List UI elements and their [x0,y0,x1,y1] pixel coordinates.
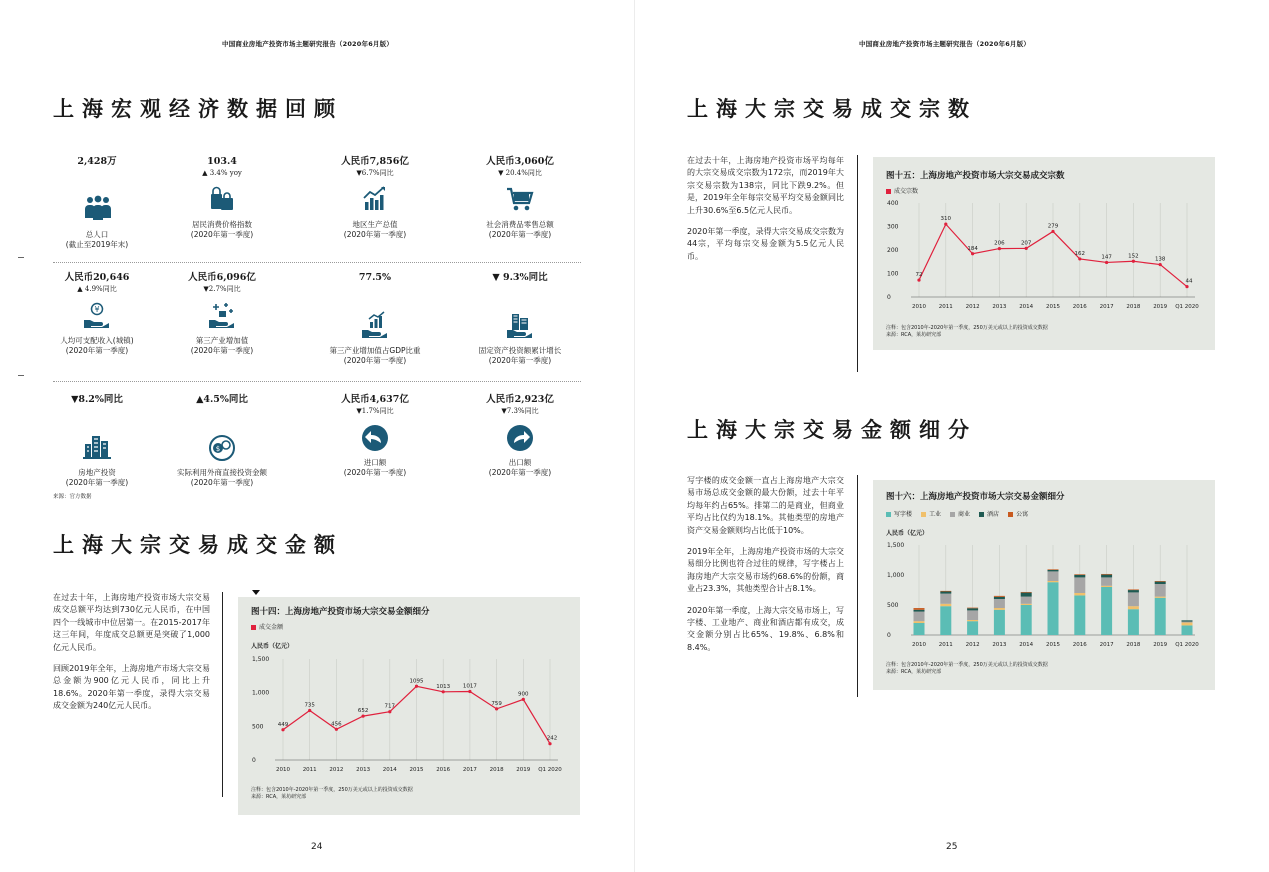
data-label: 184 [967,245,978,252]
x-tick-label: 2018 [1126,304,1141,310]
bar-segment [1128,606,1139,609]
bar-segment [1021,597,1032,604]
bar-segment [1155,582,1166,584]
x-tick-label: 2011 [302,767,317,773]
bar-segment [1074,595,1085,635]
service-hand-icon [206,300,238,332]
bar-segment [940,606,951,635]
chart-note [251,787,413,801]
kpi-label: 居民消费价格指数 [192,220,252,229]
kpi-change [37,406,157,416]
kpi-change: ▼1.7%同比 [356,407,394,415]
y-tick-label: 1,000 [887,572,905,579]
page-24 [0,0,634,872]
running-head: 中国商业房地产投资市场主题研究报告（2020年6月版） [859,40,1031,48]
bar-segment [1182,622,1193,623]
kpi-period: (截止至2019年末) [65,240,129,249]
import-icon [359,422,391,454]
kpi-value: 人民币3,060亿 [486,156,554,167]
kpi-period: (2020年第一季度) [65,346,129,355]
kpi-label: 地区生产总值 [352,220,398,229]
data-point [495,707,498,710]
x-tick-label: 2016 [436,767,451,773]
data-point [281,728,284,731]
section-title-count: 上海大宗交易成交宗数 [687,97,977,121]
bar-segment [994,610,1005,635]
x-tick-label: 2011 [938,304,953,310]
paragraph: 在过去十年，上海房地产投资市场平均每年的大宗交易成交宗数为172宗，而2019年大宗交易宗数为138宗，同比下跌9.2%。但是，2019年全年每宗交易平均交易金额同比上升30.6%至6.5亿元人民币。 [687,156,844,215]
x-tick-label: 2019 [1153,642,1168,648]
bar-segment [940,592,951,594]
shopping-cart-icon [504,184,536,216]
kpi-label: 第三产业增加值 [195,336,249,345]
kpi-item [315,156,435,240]
legend-swatch [950,512,955,517]
bar-segment [967,620,978,621]
bar-segment [1074,577,1085,593]
bar-segment [1155,584,1166,597]
data-point [388,710,391,713]
kpi-item [37,394,157,488]
bar-segment [1155,581,1166,582]
bar-segment [940,604,951,606]
data-point [1078,257,1081,260]
paragraph: 回顾2019年全年，上海房地产市场大宗交易总金额为900亿元人民币，同比上升18.6%。2020年第一季度，录得大宗交易成交金额为240亿元人民币。 [53,664,210,711]
bar-segment [940,594,951,604]
kpi-period: (2020年第一季度) [488,468,552,477]
kpi-label: 人均可支配收入(城镇) [60,336,134,345]
kpi-item [460,394,580,478]
data-point [1051,230,1054,233]
real-estate-icon [81,432,113,464]
bar-segment [1021,605,1032,635]
bar-segment [1048,570,1059,572]
data-point [468,690,471,693]
chart-legend [886,509,1037,518]
bar-segment [1048,571,1059,581]
x-tick-label: 2017 [462,767,477,773]
x-tick-label: 2019 [1153,304,1168,310]
x-tick-label: 2014 [382,767,397,773]
source-line: 来源：RCA，莱坊研究部 [886,669,942,675]
foreign-investment-icon [206,432,238,464]
kpi-value: 人民币20,646 [64,272,130,283]
kpi-label: 固定资产投资额累计增长 [478,346,562,355]
kpi-label: 进口额 [363,458,387,467]
legend-item [979,511,999,518]
data-label: 162 [1074,250,1086,257]
bar-segment [1021,592,1032,593]
kpi-change: ▼7.3%同比 [501,407,539,415]
data-label: 310 [940,216,952,223]
paragraph: 写字楼的成交金额一直占上海房地产大宗交易市场总成交金额的最大份额，过去十年平均每年约占65%。排第二的是商业，但商业平均占比仅约为18.1%。其他类型的房地产资产交易金额则均占比低于10%。 [687,476,844,535]
bar-segment [967,608,978,609]
bar-segment [1101,577,1112,585]
data-label: 759 [491,700,502,707]
column-rule [222,592,223,797]
legend-item [1008,511,1028,518]
axis-unit: 人民币（亿元） [886,530,929,537]
section-title-breakdown: 上海大宗交易金额细分 [687,418,977,442]
body-text-amount [53,592,210,722]
axis-unit: 人民币（亿元） [251,643,294,650]
kpi-period: (2020年第一季度) [343,230,407,239]
chart-14-svg [238,649,580,784]
y-tick-label: 200 [887,247,899,254]
section-title-amount: 上海大宗交易成交金额 [53,533,343,557]
legend-swatch [251,625,256,630]
population-icon [81,194,113,226]
bar-segment [1048,569,1059,570]
kpi-change [162,406,282,416]
page-number: 24 [311,842,323,852]
kpi-item [162,272,282,356]
data-label: 72 [915,272,923,279]
x-tick-label: 2017 [1099,304,1114,310]
x-tick-label: 2010 [912,642,926,648]
x-tick-label: 2015 [409,767,424,773]
chart-legend [886,186,918,195]
data-label: 44 [1185,278,1193,285]
kpi-period: (2020年第一季度) [190,230,254,239]
kpi-value: ▲4.5%同比 [196,394,248,405]
data-label: 735 [304,702,315,709]
export-icon [504,422,536,454]
chart-16-svg [873,536,1215,656]
bar-segment [967,608,978,610]
chart-15-svg [873,195,1215,315]
chart-15-panel [873,157,1215,350]
bar-segment [1182,623,1193,626]
data-point [1025,247,1028,250]
legend-label: 成交宗数 [894,188,919,195]
legend-label: 公寓 [1016,511,1029,518]
kpi-value: 人民币7,856亿 [341,156,409,167]
x-tick-label: 2019 [516,767,531,773]
bar-segment [1128,609,1139,635]
chart-note [886,662,1048,676]
data-label: 207 [1020,240,1032,247]
legend-item [886,511,912,518]
kpi-label: 第三产业增加值占GDP比重 [329,346,421,355]
row-divider [53,381,581,382]
paragraph: 在过去十年，上海房地产投资市场大宗交易成交总额平均达到730亿元人民币，在中国四个一线城市中位居第一。在2015-2017年这三年间，年度成交总额更是突破了1,000亿元人民币。 [53,593,210,652]
column-rule [857,475,858,697]
kpi-change: ▼ 20.4%同比 [498,169,542,177]
data-point [442,690,445,693]
fixed-asset-icon [504,310,536,342]
x-tick-label: 2018 [489,767,504,773]
bar-segment [1128,590,1139,592]
x-tick-label: 2015 [1046,642,1060,648]
x-tick-label: 2013 [356,767,371,773]
data-label: 206 [994,240,1005,247]
data-point [415,685,418,688]
kpi-item [460,272,580,366]
kpi-item [162,156,282,240]
kpi-value: 人民币2,923亿 [486,394,554,405]
paragraph: 2020年第一季度，上海大宗交易市场上，写字楼、工业地产、商业和酒店都有成交，成交金额分别占比65%、19.8%、6.8%和8.4%。 [687,605,844,652]
bar-segment [914,612,925,622]
data-point [362,714,365,717]
kpi-value: 103.4 [207,156,237,167]
bar-segment [1021,604,1032,605]
data-point [522,698,525,701]
bar-segment [1048,581,1059,582]
kpi-change [37,168,157,178]
margin-tick [18,375,24,376]
kpi-period: (2020年第一季度) [488,356,552,365]
kpi-change [315,284,435,294]
note-line: 注释：包含2010年-2020年第一季度，250万美元或以上的投资成交数据 [251,787,413,793]
note-line: 注释：包含2010年-2020年第一季度，250万美元或以上的投资成交数据 [886,662,1048,668]
kpi-item [315,394,435,478]
bar-segment [994,608,1005,610]
chart-16-panel [873,480,1215,690]
data-label: 717 [384,703,396,710]
kpi-change: ▼6.7%同比 [356,169,394,177]
kpi-label: 出口额 [508,458,532,467]
bar-segment [1101,574,1112,575]
bar-segment [1155,597,1166,598]
bar-segment [967,610,978,620]
row-divider [53,262,581,263]
shopping-bags-icon [206,184,238,216]
x-tick-label: 2014 [1019,642,1034,648]
data-point [1185,285,1188,288]
legend-label: 写字楼 [894,511,913,518]
page-number: 25 [946,842,958,852]
y-tick-label: 500 [252,723,264,731]
data-point [917,278,920,281]
bar-segment [914,608,925,610]
x-tick-label: 2016 [1072,304,1087,310]
data-point [998,247,1001,250]
chart-title: 图十六：上海房地产投资市场大宗交易金额细分 [886,492,1065,502]
data-label: 456 [331,721,342,728]
section-title-macro: 上海宏观经济数据回顾 [53,97,343,121]
chart-14-panel [238,597,580,815]
data-point [308,709,311,712]
data-point [1105,261,1108,264]
kpi-value: ▼8.2%同比 [71,394,123,405]
data-point [1132,260,1135,263]
x-tick-label: 2016 [1072,642,1087,648]
kpi-label: 房地产投资 [78,468,116,477]
x-tick-label: Q1 2020 [1175,642,1199,648]
paragraph: 2019年全年，上海房地产投资市场的大宗交易细分比例也符合过往的规律，写字楼占上海房地产大宗交易市场约68.6%的份额，商业占23.3%，其他类型合计占8.1%。 [687,547,844,594]
bar-segment [940,591,951,592]
kpi-change: ▲ 4.9%同比 [77,285,117,293]
kpi-value: 人民币6,096亿 [188,272,256,283]
income-hand-icon [81,300,113,332]
note-line: 注释：包含2010年-2020年第一季度，250万美元或以上的投资成交数据 [886,325,1048,331]
kpi-change [460,284,580,294]
data-label: 652 [357,708,369,715]
kpi-label: 社会消费品零售总额 [486,220,554,229]
x-tick-label: 2015 [1046,304,1060,310]
legend-swatch [886,189,891,194]
legend-item [921,511,941,518]
source-note: 来源：官方数据 [53,494,92,500]
x-tick-label: 2012 [329,767,344,773]
data-label: 147 [1101,254,1112,261]
kpi-period: (2020年第一季度) [65,478,129,487]
svg-text:¥: ¥ [94,305,100,314]
bar-segment [1155,598,1166,635]
y-tick-label: 1,500 [252,656,270,663]
x-tick-label: 2014 [1019,304,1034,310]
legend-label: 商业 [958,511,971,518]
bar-segment [1128,592,1139,606]
data-point [971,252,974,255]
kpi-period: (2020年第一季度) [190,478,254,487]
legend-swatch [1008,512,1013,517]
kpi-period: (2020年第一季度) [488,230,552,239]
x-tick-label: 2011 [938,642,953,648]
kpi-item [162,394,282,488]
x-tick-label: 2010 [912,304,926,310]
data-label: 279 [1047,223,1059,230]
kpi-item [37,156,157,250]
x-tick-label: 2018 [1126,642,1141,648]
x-tick-label: Q1 2020 [1175,304,1199,310]
bar-segment [1074,574,1085,575]
data-point [548,742,551,745]
y-tick-label: 0 [887,294,891,301]
data-point [1159,263,1162,266]
y-tick-label: 500 [887,602,899,609]
legend-swatch [979,512,984,517]
y-tick-label: 0 [252,757,256,764]
bar-segment [1074,575,1085,578]
kpi-label: 实际利用外商直接投资金额 [177,468,267,477]
bar-segment [1048,582,1059,635]
running-head: 中国商业房地产投资市场主题研究报告（2020年6月版） [222,40,394,48]
kpi-label: 总人口 [85,230,109,239]
legend-item [950,511,970,518]
gdp-share-icon [359,310,391,342]
chart-marker-icon [252,590,260,595]
chart-note [886,325,1048,339]
bar-segment [967,621,978,635]
body-text-breakdown [687,475,844,663]
bar-segment [1021,593,1032,597]
chart-title: 图十四：上海房地产投资市场大宗交易金额细分 [251,607,430,617]
bar-segment [914,623,925,635]
kpi-period: (2020年第一季度) [190,346,254,355]
paragraph: 2020年第一季度，录得大宗交易成交宗数为44宗，平均每宗交易金额为5.5亿元人民币。 [687,227,844,261]
y-tick-label: 100 [887,270,899,278]
bar-segment [994,599,1005,608]
bar-segment [1128,589,1139,590]
kpi-item [315,272,435,366]
kpi-value: 人民币4,637亿 [341,394,409,405]
legend-label: 成交金额 [259,624,284,631]
bar-segment [1101,587,1112,635]
data-label: 1017 [462,683,477,690]
data-label: 152 [1128,253,1139,260]
x-tick-label: Q1 2020 [538,767,562,773]
growth-chart-icon [359,184,391,216]
x-tick-label: 2012 [965,304,980,310]
bar-segment [1101,586,1112,587]
legend-swatch [921,512,926,517]
x-tick-label: 2013 [992,642,1007,648]
bar-segment [1182,620,1193,621]
y-tick-label: 400 [887,200,899,207]
legend-swatch [886,512,891,517]
x-tick-label: 2012 [965,642,980,648]
data-label: 900 [518,691,529,698]
data-point [335,728,338,731]
y-tick-label: 0 [887,632,891,639]
legend-label: 酒店 [987,511,1000,518]
data-label: 1095 [409,678,424,685]
data-label: 449 [277,721,289,728]
bar-segment [914,610,925,612]
body-text-count [687,155,844,272]
source-line: 来源：RCA，莱坊研究部 [251,794,307,800]
page-25 [635,0,1269,872]
kpi-value: 2,428万 [77,156,117,167]
data-label: 138 [1154,256,1166,263]
y-tick-label: 1,500 [887,542,905,549]
x-tick-label: 2013 [992,304,1007,310]
bar-segment [914,621,925,623]
bar-segment [1182,625,1193,635]
kpi-change: ▼2.7%同比 [203,285,241,293]
kpi-change: ▲ 3.4% yoy [202,169,242,177]
chart-title: 图十五：上海房地产投资市场大宗交易成交宗数 [886,171,1065,181]
y-tick-label: 300 [887,223,899,231]
source-line: 来源：RCA，莱坊研究部 [886,332,942,338]
data-point [944,223,947,226]
kpi-value: 77.5% [358,272,392,283]
svg-text:$: $ [215,445,221,453]
column-rule [857,155,858,372]
data-label: 1013 [436,683,451,690]
margin-tick [18,257,24,258]
chart-legend [251,622,283,631]
y-tick-label: 1,000 [252,689,270,697]
bar-segment [1101,575,1112,578]
kpi-value: ▼ 9.3%同比 [492,272,548,283]
kpi-item [460,156,580,240]
kpi-period: (2020年第一季度) [343,356,407,365]
kpi-item [37,272,157,356]
kpi-period: (2020年第一季度) [343,468,407,477]
bar-segment [1074,593,1085,595]
x-tick-label: 2010 [276,767,290,773]
bar-segment [994,597,1005,599]
legend-label: 工业 [929,511,942,518]
data-label: 242 [546,735,558,742]
x-tick-label: 2017 [1099,642,1114,648]
bar-segment [994,596,1005,597]
